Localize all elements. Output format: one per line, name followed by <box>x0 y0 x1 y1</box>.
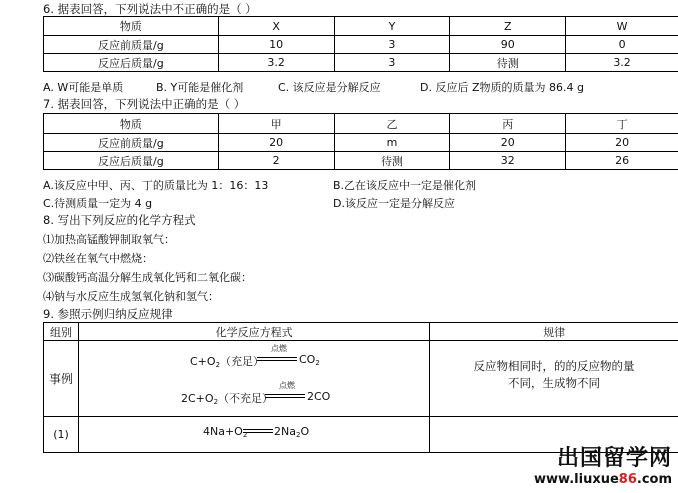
q7-cell: 32 <box>450 152 566 170</box>
q7-table <box>43 113 678 170</box>
q6-option-a: A. W可能是单质 <box>43 81 124 94</box>
q6-option-d: D. 反应后 Z物质的质量为 86.4 g <box>420 81 584 94</box>
q6-table <box>43 16 678 72</box>
eq1-condition: 点燃 <box>271 344 287 353</box>
q7-cell: 2 <box>218 152 334 170</box>
q6-title: 6. 据表回答，下列说法中不正确的是（ ） <box>43 2 257 16</box>
rule-line-2: 不同，生成物不同 <box>508 376 600 390</box>
q7-cell: 反应前质量/g <box>44 134 219 152</box>
q6-option-c: C. 该反应是分解反应 <box>278 81 381 94</box>
q7-cell: m <box>334 134 450 152</box>
q7-cell: 待测 <box>334 152 450 170</box>
eq1-sign-line <box>257 360 297 361</box>
q7-option-c: C.待测质量一定为 4 g <box>43 197 153 210</box>
q6-cell: 3 <box>334 36 450 54</box>
q6-option-b: B. Y可能是催化剂 <box>156 81 244 94</box>
q7-option-b: B.乙在该反应中一定是催化剂 <box>333 179 477 192</box>
q9-rule-text <box>434 358 674 392</box>
q6-cell: 3 <box>334 54 450 72</box>
rule-line-1: 反应物相同时，的的反应物的量 <box>473 359 635 373</box>
q6-header-cell: 物质 <box>44 17 219 36</box>
q6-header-cell: Y <box>334 17 450 36</box>
q6-header-cell: X <box>218 17 334 36</box>
q6-cell: 反应前质量/g <box>44 36 219 54</box>
q9-title: 9. 参照示例归纳反应规律 <box>43 307 173 321</box>
eq1-left: $C+O_2$（充足） <box>190 355 265 369</box>
q7-cell: 20 <box>566 134 678 152</box>
eq3-right: $2Na_2O$ <box>274 425 310 439</box>
q6-cell: 待测 <box>450 54 566 72</box>
q8-title: 8. 写出下列反应的化学方程式 <box>43 213 196 227</box>
q6-header-cell: W <box>566 17 678 36</box>
q7-header-cell: 甲 <box>218 114 334 134</box>
q6-cell: 10 <box>218 36 334 54</box>
q7-option-a: A.该反应中甲、丙、丁的质量比为 1：16：13 <box>43 179 269 192</box>
eq1-right: $CO_2$ <box>299 353 320 367</box>
eq2-condition: 点燃 <box>279 381 295 390</box>
q7-option-d: D.该反应一定是分解反应 <box>333 197 455 210</box>
eq2-sign-line <box>265 394 305 395</box>
q7-header-cell: 物质 <box>44 114 219 134</box>
q8-item-4: ⑷钠与水反应生成氢氧化钠和氢气： <box>43 290 219 303</box>
q9-header-cell: 规律 <box>430 323 678 341</box>
q8-item-2: ⑵铁丝在氧气中燃烧： <box>43 252 153 265</box>
q7-cell: 20 <box>218 134 334 152</box>
q9-header-cell: 组别 <box>44 323 79 341</box>
eq3-sign-line <box>243 429 273 430</box>
eq3-sign-line <box>243 432 273 433</box>
q7-cell: 20 <box>450 134 566 152</box>
eq3-left: $4Na+O_2$ <box>203 425 248 439</box>
q6-header-cell: Z <box>450 17 566 36</box>
eq2-sign-line <box>265 397 305 398</box>
eq1-sign-line <box>257 357 297 358</box>
q7-header-cell: 乙 <box>334 114 450 134</box>
q9-header-cell: 化学反应方程式 <box>78 323 429 341</box>
q7-header-cell: 丙 <box>450 114 566 134</box>
q6-cell: 3.2 <box>566 54 678 72</box>
q6-cell: 3.2 <box>218 54 334 72</box>
q6-cell: 0 <box>566 36 678 54</box>
q9-example-label: 事例 <box>44 341 79 417</box>
q9-row1-label: (1) <box>44 417 79 453</box>
q7-header-cell: 丁 <box>566 114 678 134</box>
watermark-logo <box>534 441 672 487</box>
q6-cell: 90 <box>450 36 566 54</box>
q7-title: 7. 据表回答，下列说法中正确的是（ ） <box>43 97 246 111</box>
q7-cell: 反应后质量/g <box>44 152 219 170</box>
eq2-left: $2C+O_2$（不充足） <box>181 392 274 406</box>
watermark-url: www.liuxue86.com <box>534 472 672 487</box>
q8-item-3: ⑶碳酸钙高温分解生成氧化钙和二氧化碳： <box>43 271 252 284</box>
q6-cell: 反应后质量/g <box>44 54 219 72</box>
q7-cell: 26 <box>566 152 678 170</box>
eq2-right: 2CO <box>307 390 331 403</box>
q9-row1-equation <box>78 417 429 453</box>
watermark-name: 出国留学网 <box>556 446 672 471</box>
q8-item-1: ⑴加热高锰酸钾制取氧气： <box>43 233 175 246</box>
